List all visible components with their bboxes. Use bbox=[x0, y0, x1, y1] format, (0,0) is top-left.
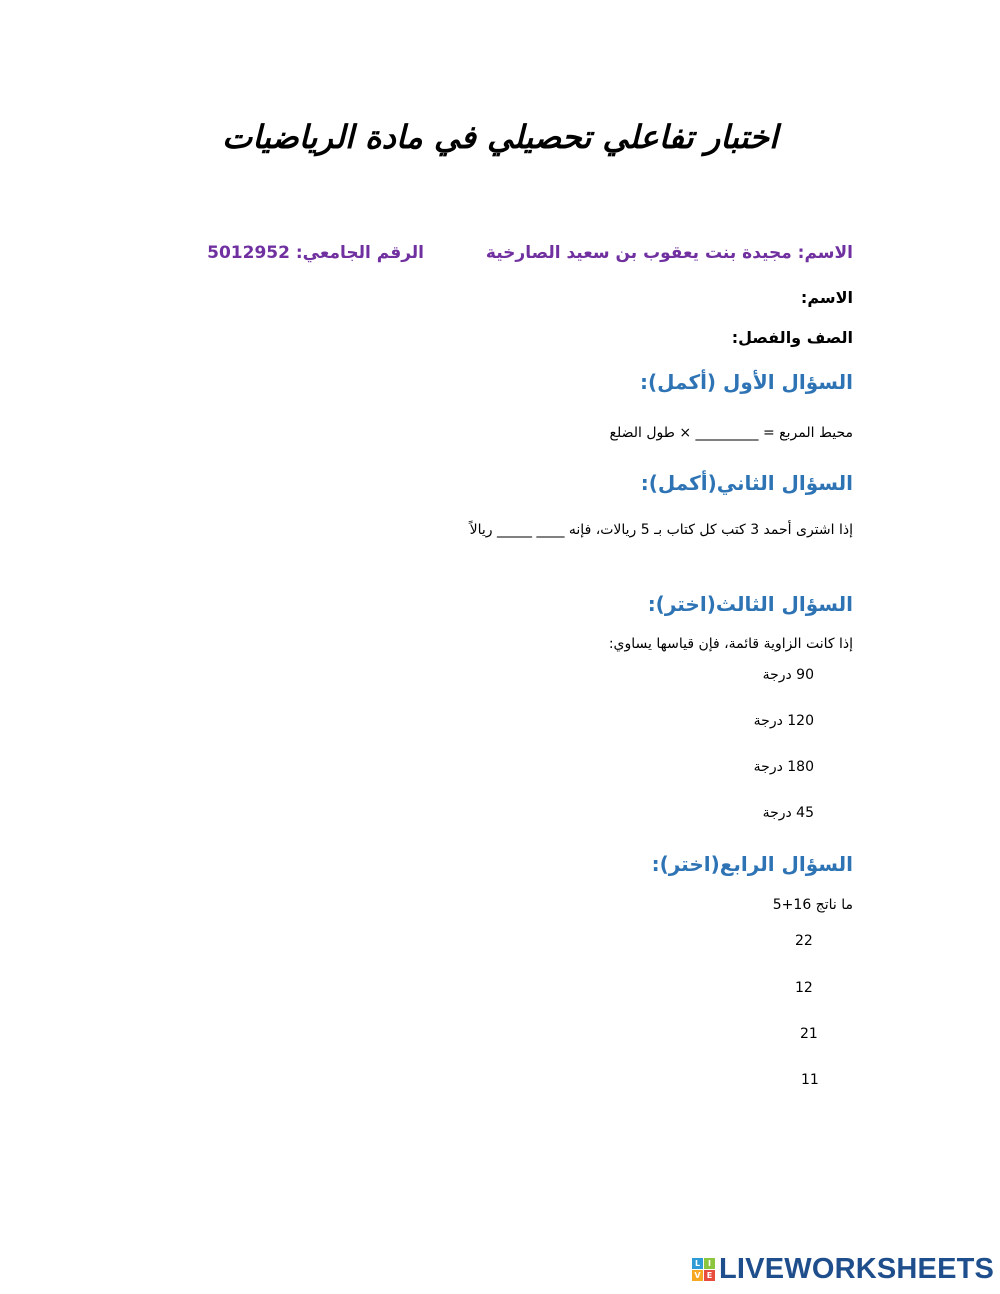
question-4-text: ما ناتج 16+5 bbox=[772, 897, 853, 913]
logo-letter: I bbox=[704, 1258, 715, 1269]
question-1-heading: السؤال الأول (أكمل): bbox=[640, 370, 853, 394]
question-3-option[interactable]: 120 درجة bbox=[753, 713, 814, 729]
student-name: الاسم: مجيدة بنت يعقوب بن سعيد الصارخية bbox=[485, 243, 853, 263]
logo-text: LIVEWORKSHEETS bbox=[719, 1252, 995, 1285]
name-field-label: الاسم: bbox=[800, 288, 853, 307]
logo-letter: E bbox=[704, 1270, 715, 1281]
question-1-text: محيط المربع = _________ × طول الضلع bbox=[609, 425, 853, 441]
student-id: الرقم الجامعي: 5012952 bbox=[207, 243, 424, 263]
question-2-text: إذا اشترى أحمد 3 كتب كل كتاب بـ 5 ريالات، فإنه ____ _____ ريالاً bbox=[469, 522, 853, 538]
question-2-heading: السؤال الثاني(أكمل): bbox=[640, 471, 853, 495]
page-title: اختبار تفاعلي تحصيلي في مادة الرياضيات bbox=[222, 118, 778, 156]
question-3-option[interactable]: 45 درجة bbox=[762, 805, 814, 821]
question-3-option[interactable]: 90 درجة bbox=[762, 667, 814, 683]
logo-letter: V bbox=[692, 1270, 703, 1281]
question-4-heading: السؤال الرابع(اختر): bbox=[651, 852, 853, 876]
logo-letter: L bbox=[692, 1258, 703, 1269]
logo-grid-icon bbox=[692, 1258, 715, 1281]
class-field-label: الصف والفصل: bbox=[731, 328, 853, 347]
liveworksheets-logo bbox=[692, 1252, 994, 1286]
question-4-option[interactable]: 12 bbox=[795, 980, 813, 996]
question-4-option[interactable]: 22 bbox=[795, 933, 813, 949]
question-4-option[interactable]: 11 bbox=[801, 1072, 819, 1088]
question-3-option[interactable]: 180 درجة bbox=[753, 759, 814, 775]
question-3-text: إذا كانت الزاوية قائمة، فإن قياسها يساوي: bbox=[608, 636, 853, 652]
question-4-option[interactable]: 21 bbox=[800, 1026, 818, 1042]
question-3-heading: السؤال الثالث(اختر): bbox=[647, 592, 853, 616]
